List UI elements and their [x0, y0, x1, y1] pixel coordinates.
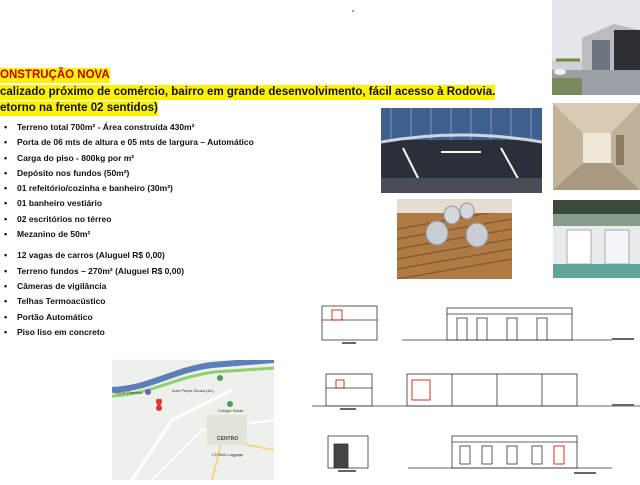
hall-gate-photo: [553, 200, 640, 278]
scan-speck: [352, 10, 354, 12]
feature-item: • 01 refeitório/cozinha e banheiro (30m²): [4, 181, 254, 196]
architectural-drawings: [312, 298, 640, 480]
map-label: Toyota Ribeirão: [114, 390, 142, 395]
headline-title: ONSTRUÇÃO NOVA: [0, 69, 110, 81]
feature-item: • Mezanino de 50m²: [4, 227, 254, 242]
headline-return: etorno na frente 02 sentidos): [0, 102, 158, 114]
feature-item: • Terreno total 700m² - Área construída 430m²: [4, 120, 254, 135]
feature-item: • Carga do piso - 800kg por m²: [4, 151, 254, 166]
feature-item: • 01 banheiro vestiário: [4, 196, 254, 211]
map-label: CENTRO: [217, 436, 239, 442]
feature-item: • Terreno fundos – 270m² (Aluguel R$ 0,00): [4, 264, 254, 279]
feature-list: [4, 120, 254, 340]
interior-roof-photo: [381, 108, 542, 193]
roof-ventilators-photo: [397, 199, 512, 279]
feature-item: • 12 vagas de carros (Aluguel R$ 0,00): [4, 248, 254, 263]
map-label: LS Rent Luggage: [212, 452, 244, 457]
feature-item: • Telhas Termoacústico: [4, 294, 254, 309]
feature-item: • Piso liso em concreto: [4, 325, 254, 340]
map-label: Auto Peças Souza (Av.): [172, 388, 215, 393]
exterior-photo: [552, 0, 640, 95]
headline-location: calizado próximo de comércio, bairro em grande desenvolvimento, fácil acesso à Rodovia.: [0, 86, 496, 98]
feature-item: • Porta de 06 mts de altura e 05 mts de largura – Automático: [4, 135, 254, 150]
feature-item: • Portão Automático: [4, 310, 254, 325]
feature-item: • Câmeras de vigilância: [4, 279, 254, 294]
corridor-photo: [553, 103, 640, 190]
map-label: Colégio Santa: [218, 408, 244, 413]
feature-item: • 02 escritórios no térreo: [4, 212, 254, 227]
location-map: [112, 360, 274, 480]
feature-item: • Depósito nos fundos (50m²): [4, 166, 254, 181]
